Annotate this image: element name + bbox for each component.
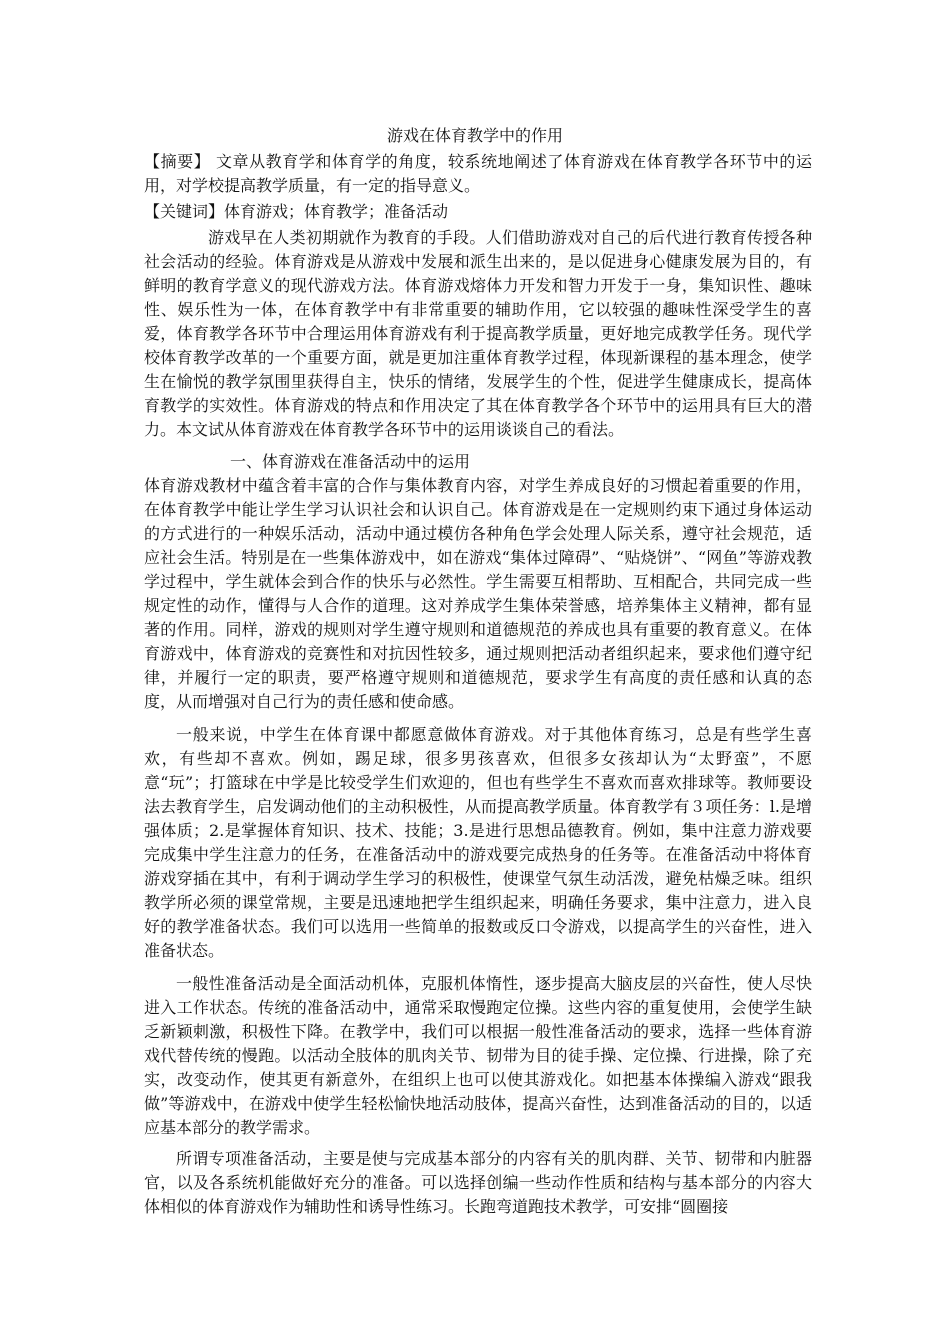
- body-paragraph-2: 一般来说，中学生在体育课中都愿意做体育游戏。对于其他体育练习，总是有些学生喜欢，有些却不喜欢。例如，踢足球，很多男孩喜欢，但很多女孩却认为“太野蛮”，不愿意“玩”；打篮球在中学是比较受学生们欢迎的，但也有些学生不喜欢而喜欢排球等。教师要设法去教育学生，启发调动他们的主动积极性，从而提高教学质量。体育教学有３项任务：l.是增强体质；2.是掌握体育知识、技术、技能；3.是进行思想品德教育。例如，集中注意力游戏要完成集中学生注意力的任务，在准备活动中的游戏要完成热身的任务等。在准备活动中将体育游戏穿插在其中，有利于调动学生学习的积极性，使课堂气氛生动活泼，避免枯燥乏味。组织教学所必须的课堂常规，主要是迅速地把学生组织起来，明确任务要求，集中注意力，进入良好的教学准备状态。我们可以选用一些简单的报数或反口令游戏，以提高学生的兴奋性，进入准备状态。: [144, 725, 812, 960]
- section-heading: 一、体育游戏在准备活动中的运用: [230, 452, 471, 471]
- abstract-paragraph: 【摘要】 文章从教育学和体育学的角度，较系统地阐述了体育游戏在体育教学各环节中的运用，对学校提高教学质量，有一定的指导意义。: [144, 152, 812, 195]
- body-paragraph-1: 体育游戏教材中蕴含着丰富的合作与集体教育内容，对学生养成良好的习惯起着重要的作用，在体育教学中能让学生学习认识社会和认识自己。体育游戏是在一定规则约束下通过身体运动的方式进行的一种娱乐活动，活动中通过模仿各种角色学会处理人际关系，遵守社会规范，适应社会生活。特别是在一些集体游戏中，如在游戏“集体过障碍”、“贴烧饼”、“网鱼”等游戏教学过程中，学生就体会到合作的快乐与必然性。学生需要互相帮助、互相配合，共同完成一些规定性的动作，懂得与人合作的道理。这对养成学生集体荣誉感，培养集体主义精神，都有显著的作用。同样，游戏的规则对学生遵守规则和道德规范的养成也具有重要的教育意义。在体育游戏中，体育游戏的竞赛性和对抗因性较多，通过规则把活动者组织起来，要求他们遵守纪律，并履行一定的职责，要严格遵守规则和道德规范，要求学生有高度的责任感和认真的态度，从而增强对自己行为的责任感和使命感。: [144, 476, 812, 711]
- keywords-line: 【关键词】体育游戏；体育教学；准备活动: [144, 202, 449, 221]
- body-paragraph-3: 一般性准备活动是全面活动机体，克服机体惰性，逐步提高大脑皮层的兴奋性，使人尽快进入工作状态。传统的准备活动中，通常采取慢跑定位操。这些内容的重复使用，会使学生缺乏新颖刺激，积极性下降。在教学中，我们可以根据一般性准备活动的要求，选择一些体育游戏代替传统的慢跑。以活动全肢体的肌肉关节、韧带为目的徒手操、定位操、行进操，除了充实，改变动作，使其更有新意外，在组织上也可以使其游戏化。如把基本体操编入游戏“跟我做”等游戏中，在游戏中使学生轻松愉快地活动肢体，提高兴奋性，达到准备活动的目的，以适应基本部分的教学需求。: [144, 974, 812, 1137]
- intro-paragraph: 游戏早在人类初期就作为教育的手段。人们借助游戏对自己的后代进行教育传授各种社会活动的经验。体育游戏是从游戏中发展和派生出来的，是以促进身心健康发展为目的，有鲜明的教育学意义的现代游戏方法。体育游戏熔体力开发和智力开发于一身，集知识性、趣味性、娱乐性为一体，在体育教学中有非常重要的辅助作用，它以较强的趣味性深受学生的喜爱，体育教学各环节中合理运用体育游戏有利于提高教学质量，更好地完成教学任务。现代学校体育教学改革的一个重要方面，就是更加注重体育教学过程，体现新课程的基本理念，使学生在愉悦的教学氛围里获得自主，快乐的情绪，发展学生的个性，促进学生健康成长，提高体育教学的实效性。体育游戏的特点和作用决定了其在体育教学各个环节中的运用具有巨大的潜力。本文试从体育游戏在体育教学各环节中的运用谈谈自己的看法。: [144, 228, 812, 439]
- document-title: 游戏在体育教学中的作用: [386, 126, 563, 145]
- body-paragraph-4: 所谓专项准备活动，主要是使与完成基本部分的内容有关的肌肉群、关节、韧带和内脏器官，以及各系统机能做好充分的准备。可以选择创编一些动作性质和结构与基本部分的内容大体相似的体育游戏作为辅助性和诱导性练习。长跑弯道跑技术教学，可安排“圆圈接: [144, 1149, 812, 1216]
